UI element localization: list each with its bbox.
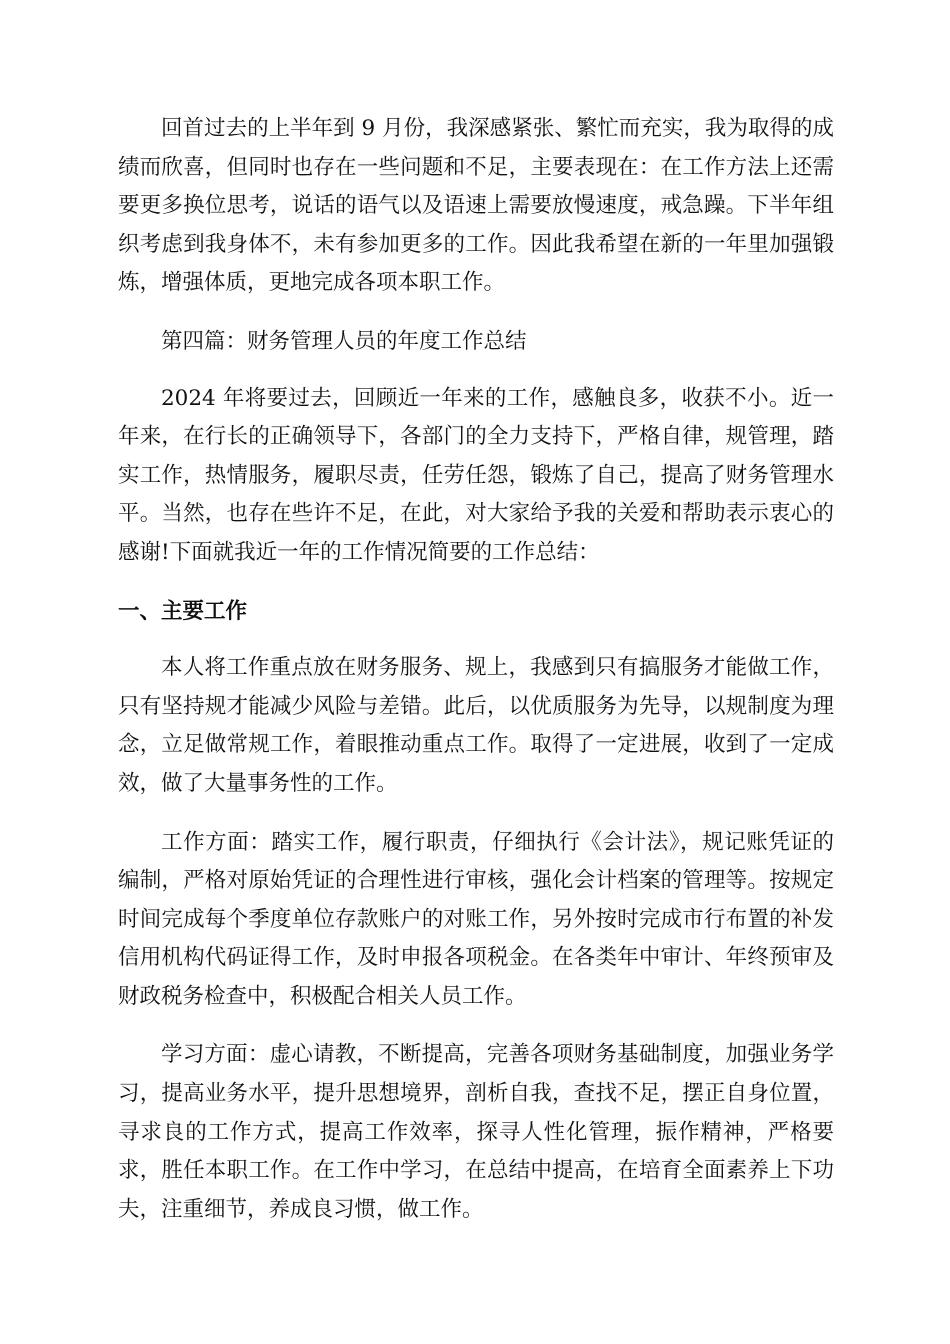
document-page <box>118 110 834 1249</box>
paragraph-study-aspect: 学习方面：虚心请教，不断提高，完善各项财务基础制度，加强业务学习，提高业务水平，提升思想境界，剖析自我，查找不足，摆正自身位置，寻求良的工作方式，提高工作效率，探寻人性化管理，振作精神，严格要求，胜任本职工作。在工作中学习，在总结中提高，在培育全面素养上下功夫，注重细节，养成良习惯，做工作。 <box>118 1042 834 1222</box>
section-heading-main-work: 一、主要工作 <box>118 598 248 624</box>
paragraph-review: 回首过去的上半年到 9 月份，我深感紧张、繁忙而充实，我为取得的成绩而欣喜，但同时也存在一些问题和不足，主要表现在：在工作方法上还需要更多换位思考，说话的语气以及语速上需要放慢速度，戒急躁。下半年组织考虑到我身体不，未有参加更多的工作。因此我希望在新的一年里加强锻炼，增强体质，更地完成各项本职工作。 <box>118 116 834 296</box>
paragraph-work-aspect: 工作方面：踏实工作，履行职责，仔细执行《会计法》，规记账凭证的编制，严格对原始凭证的合理性进行审核，强化会计档案的管理等。按规定时间完成每个季度单位存款账户的对账工作，另外按时完成市行布置的补发信用机构代码证得工作，及时申报各项税金。在各类年中审计、年终预审及财政税务检查中，积极配合相关人员工作。 <box>118 829 834 1009</box>
paragraph-intro: 2024 年将要过去，回顾近一年来的工作，感触良多，收获不小。近一年来，在行长的正确领导下，各部门的全力支持下，严格自律，规管理，踏实工作，热情服务，履职尽责，任劳任怨，锻炼了自己，提高了财务管理水平。当然，也存在些许不足，在此，对大家给予我的关爱和帮助表示衷心的感谢!下面就我近一年的工作情况简要的工作总结： <box>118 385 834 565</box>
paragraph-service: 本人将工作重点放在财务服务、规上，我感到只有搞服务才能做工作，只有坚持规才能减少风险与差错。此后，以优质服务为先导，以规制度为理念，立足做常规工作，着眼推动重点工作。取得了一定进展，收到了一定成效，做了大量事务性的工作。 <box>118 655 834 796</box>
chapter-title: 第四篇：财务管理人员的年度工作总结 <box>161 328 527 354</box>
